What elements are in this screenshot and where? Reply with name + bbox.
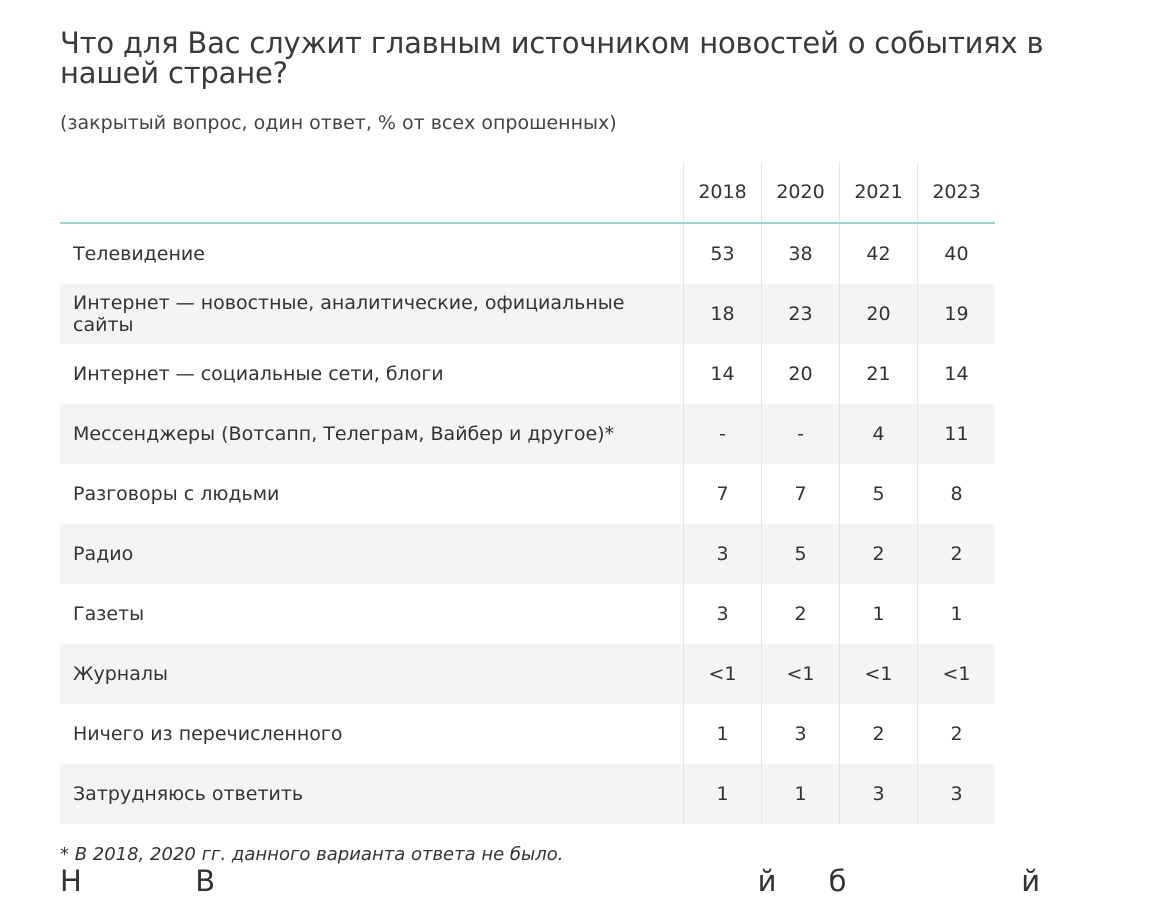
row-value: 42 [840, 223, 918, 284]
row-label: Интернет — социальные сети, блоги [73, 363, 444, 385]
table-row [60, 404, 995, 464]
row-value: 23 [762, 284, 840, 344]
row-value: 2 [918, 524, 996, 584]
row-label: Журналы [60, 644, 684, 704]
row-value: 14 [684, 344, 762, 404]
year-header: 2018 [684, 162, 762, 223]
row-value: 20 [840, 284, 918, 344]
row-label: Радио [60, 524, 684, 584]
page-subtitle: (закрытый вопрос, один ответ, % от всех опрошенных) [60, 112, 617, 134]
row-value: 1 [840, 584, 918, 644]
row-value: 40 [918, 223, 996, 284]
row-value: 18 [684, 284, 762, 344]
row-value: 19 [918, 284, 996, 344]
cut-off-text-line [60, 864, 1100, 898]
row-value: 21 [840, 344, 918, 404]
row-value: 8 [918, 464, 996, 524]
table-row [60, 644, 995, 704]
row-value: 14 [918, 344, 996, 404]
row-value: - [684, 404, 762, 464]
table-row [60, 284, 995, 344]
row-value: 7 [762, 464, 840, 524]
table-row [60, 344, 995, 404]
row-value: 2 [840, 704, 918, 764]
row-value: 20 [762, 344, 840, 404]
row-value: 1 [918, 584, 996, 644]
row-value: 5 [762, 524, 840, 584]
row-value: 2 [918, 704, 996, 764]
row-value: 1 [762, 764, 840, 824]
row-value: 3 [684, 524, 762, 584]
row-value: 2 [762, 584, 840, 644]
table-footnote: * В 2018, 2020 гг. данного варианта ответа не было. [60, 844, 564, 865]
table-row [60, 524, 995, 584]
row-value: 5 [840, 464, 918, 524]
row-value: 53 [684, 223, 762, 284]
row-value: 2 [840, 524, 918, 584]
row-value: 4 [840, 404, 918, 464]
row-value: 3 [918, 764, 996, 824]
survey-table [60, 162, 995, 824]
page-title: Что для Вас служит главным источником новостей о событиях в нашей стране? [60, 26, 1044, 90]
table-row [60, 464, 995, 524]
row-value: 3 [840, 764, 918, 824]
table-row [60, 584, 995, 644]
row-value: <1 [762, 644, 840, 704]
year-header: 2020 [762, 162, 840, 223]
header-label-cell [60, 162, 684, 223]
row-label: Телевидение [73, 243, 205, 265]
row-value: 3 [684, 584, 762, 644]
cut-off-text-fragment: Н В й б й [60, 864, 1042, 898]
row-value: <1 [840, 644, 918, 704]
row-label: Затрудняюсь ответить [60, 764, 684, 824]
row-value: - [762, 404, 840, 464]
table-header-row [60, 162, 995, 223]
table-row [60, 764, 995, 824]
row-label: Газеты [73, 603, 145, 625]
row-value: 38 [762, 223, 840, 284]
table-row [60, 704, 995, 764]
table-row [60, 223, 995, 284]
row-value: 3 [762, 704, 840, 764]
row-value: 1 [684, 704, 762, 764]
year-header: 2023 [918, 162, 996, 223]
row-label: Ничего из перечисленного [73, 723, 343, 745]
row-label: Интернет — новостные, аналитические, официальные сайты [60, 284, 684, 344]
row-value: <1 [684, 644, 762, 704]
row-value: 11 [918, 404, 996, 464]
row-label: Мессенджеры (Вотсапп, Телеграм, Вайбер и другое)* [60, 404, 684, 464]
year-header: 2021 [840, 162, 918, 223]
row-value: 7 [684, 464, 762, 524]
row-value: <1 [918, 644, 996, 704]
row-value: 1 [684, 764, 762, 824]
row-label: Разговоры с людьми [73, 483, 280, 505]
